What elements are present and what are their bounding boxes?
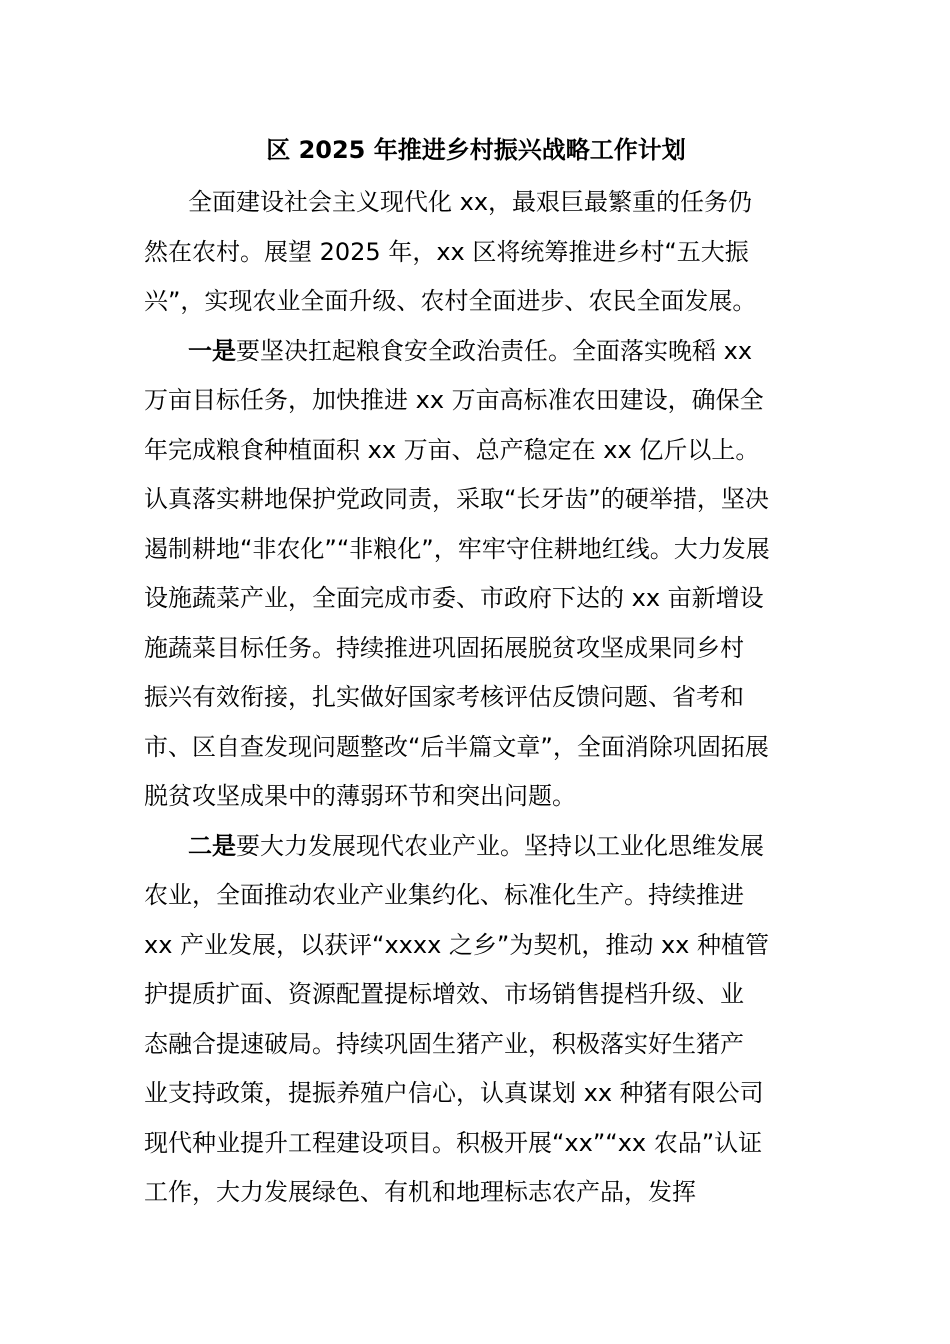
paragraph-line: xx 产业发展，以获评“xxxx 之乡”为契机，推动 xx 种植管 xyxy=(144,930,770,959)
paragraph-line: 然在农村。展望 2025 年，xx 区将统筹推进乡村“五大振 xyxy=(144,237,749,266)
paragraph-line: 农业，全面推动农业产业集约化、标准化生产。持续推进 xyxy=(144,881,744,909)
paragraph-point-one xyxy=(144,327,808,822)
paragraph-line: 万亩目标任务，加快推进 xx 万亩高标准农田建设，确保全 xyxy=(144,386,764,414)
paragraph-point-two xyxy=(144,822,808,1218)
document-title: 区 2025 年推进乡村振兴战略工作计划 xyxy=(266,136,686,164)
paragraph-line xyxy=(144,822,808,872)
paragraph-line: 脱贫攻坚成果中的薄弱环节和突出问题。 xyxy=(144,782,576,810)
paragraph-intro xyxy=(144,178,808,327)
paragraph-line-text: 要坚决扛起粮食安全政治责任。全面落实晚稻 xx xyxy=(236,336,753,365)
paragraph-line: 施蔬菜目标任务。持续推进巩固拓展脱贫攻坚成果同乡村 xyxy=(144,633,744,662)
document-page xyxy=(144,128,808,1218)
paragraph-line: 振兴有效衔接，扎实做好国家考核评估反馈问题、省考和 xyxy=(144,683,744,711)
paragraph-line: 业支持政策，提振养殖户信心，认真谋划 xx 种猪有限公司 xyxy=(144,1079,764,1107)
paragraph-line: 工作，大力发展绿色、有机和地理标志农产品，发挥 xyxy=(144,1178,696,1206)
paragraph-line xyxy=(144,327,808,377)
point-one-lead: 一是 xyxy=(188,336,236,365)
paragraph-line: 现代种业提升工程建设项目。积极开展“xx”“xx 农品”认证 xyxy=(144,1128,763,1157)
paragraph-line-text: 要大力发展现代农业产业。坚持以工业化思维发展 xyxy=(236,831,764,860)
paragraph-line: 年完成粮食种植面积 xx 万亩、总产稳定在 xx 亿斤以上。 xyxy=(144,435,760,464)
paragraph-line: 护提质扩面、资源配置提标增效、市场销售提档升级、业 xyxy=(144,980,744,1008)
paragraph-line: 全面建设社会主义现代化 xx，最艰巨最繁重的任务仍 xyxy=(188,188,753,216)
paragraph-line: 态融合提速破局。持续巩固生猪产业，积极落实好生猪产 xyxy=(144,1029,744,1058)
point-two-lead: 二是 xyxy=(188,831,236,860)
paragraph-line: 遏制耕地“非农化”“非粮化”，牢牢守住耕地红线。大力发展 xyxy=(144,534,770,563)
paragraph-line: 市、区自查发现问题整改“后半篇文章”，全面消除巩固拓展 xyxy=(144,732,769,761)
paragraph-line: 设施蔬菜产业，全面完成市委、市政府下达的 xx 亩新增设 xyxy=(144,584,764,612)
paragraph-line: 认真落实耕地保护党政同责，采取“长牙齿”的硬举措，坚决 xyxy=(144,485,769,513)
paragraph-line: 兴”，实现农业全面升级、农村全面进步、农民全面发展。 xyxy=(144,287,757,315)
